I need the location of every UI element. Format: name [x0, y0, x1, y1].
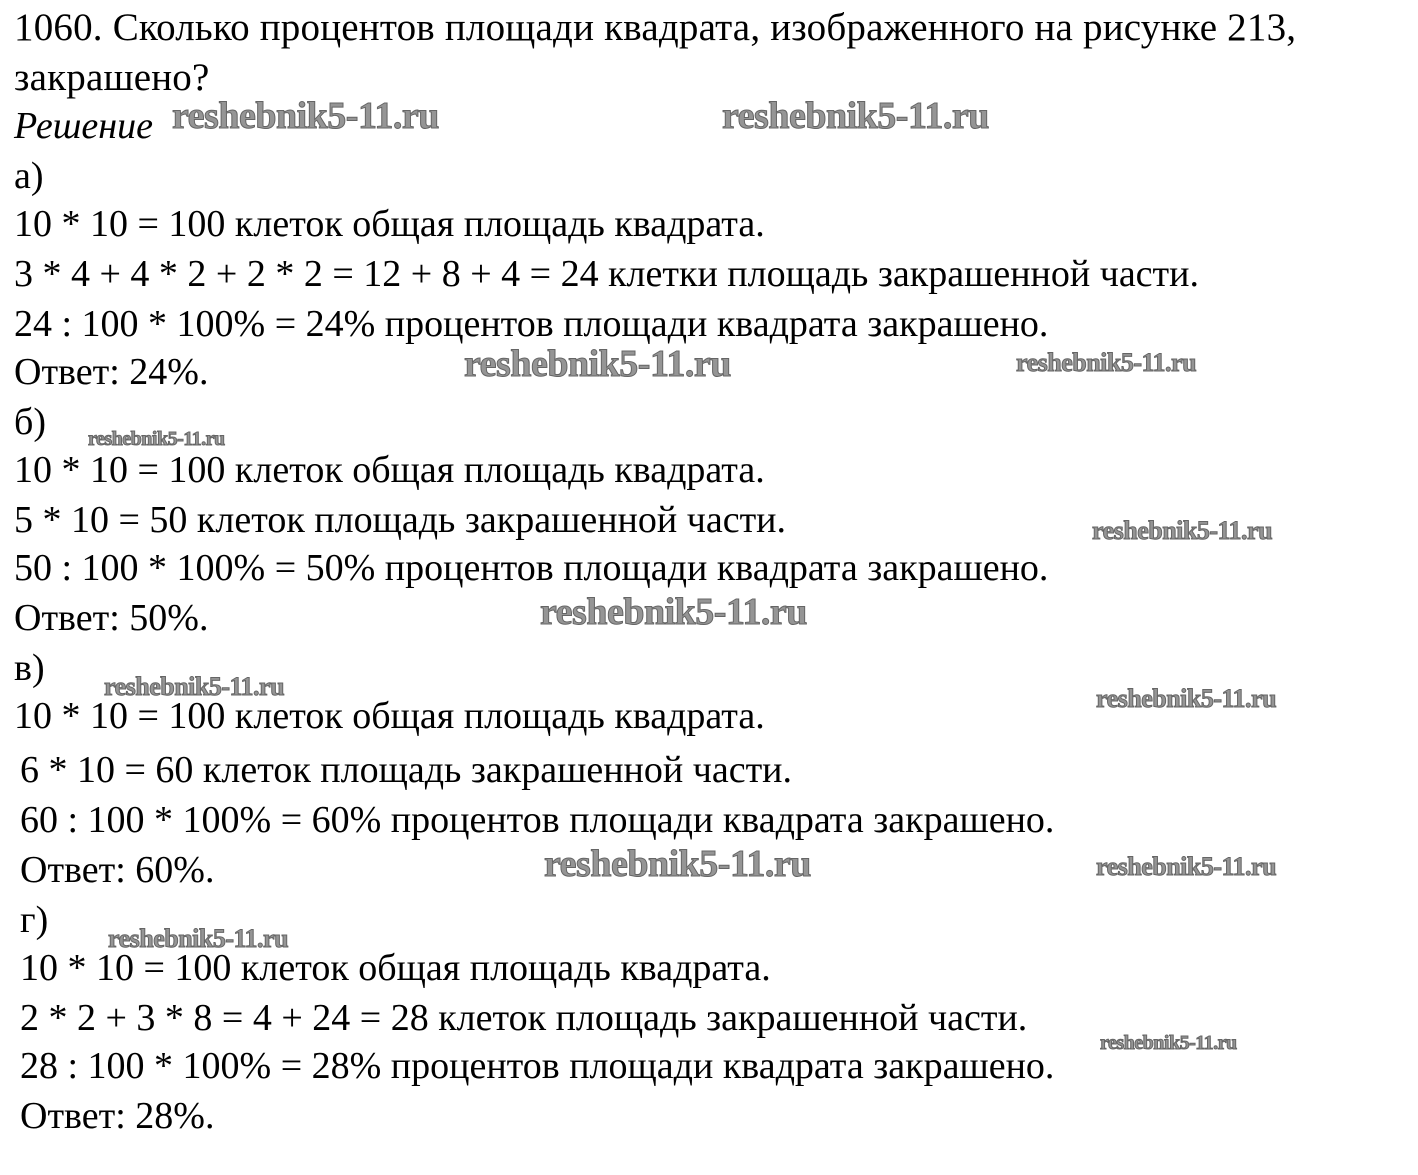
watermark: reshebnik5-11.ru: [464, 343, 731, 385]
part-c-line-1: 10 * 10 = 100 клеток общая площадь квадрата.: [14, 695, 765, 737]
part-b-line-1: 10 * 10 = 100 клеток общая площадь квадрата.: [14, 449, 765, 491]
part-d-label: г): [20, 899, 49, 941]
part-b-label: б): [14, 401, 46, 443]
watermark: reshebnik5-11.ru: [172, 95, 439, 137]
watermark: reshebnik5-11.ru: [88, 428, 225, 450]
part-a-line-3: 24 : 100 * 100% = 24% процентов площади квадрата закрашено.: [14, 303, 1049, 345]
watermark: reshebnik5-11.ru: [1016, 348, 1197, 377]
watermark: reshebnik5-11.ru: [1096, 684, 1277, 713]
part-a-answer: Ответ: 24%.: [14, 351, 209, 393]
watermark: reshebnik5-11.ru: [722, 95, 989, 137]
part-b-line-2: 5 * 10 = 50 клеток площадь закрашенной части.: [14, 499, 787, 541]
part-c-label: в): [14, 647, 45, 689]
watermark: reshebnik5-11.ru: [108, 924, 289, 953]
watermark: reshebnik5-11.ru: [540, 591, 807, 633]
part-d-answer: Ответ: 28%.: [20, 1095, 215, 1137]
part-b-line-3: 50 : 100 * 100% = 50% процентов площади квадрата закрашено.: [14, 547, 1049, 589]
problem-statement-line-2: закрашено?: [14, 56, 210, 99]
watermark: reshebnik5-11.ru: [104, 672, 285, 701]
part-d-line-3: 28 : 100 * 100% = 28% процентов площади квадрата закрашено.: [20, 1045, 1055, 1087]
problem-statement-line-1: 1060. Сколько процентов площади квадрата, изображенного на рисунке 213,: [14, 6, 1297, 49]
watermark: reshebnik5-11.ru: [544, 843, 811, 885]
watermark: reshebnik5-11.ru: [1100, 1032, 1237, 1054]
part-a-label: а): [14, 155, 44, 197]
part-c-line-3: 60 : 100 * 100% = 60% процентов площади квадрата закрашено.: [20, 799, 1055, 841]
watermark: reshebnik5-11.ru: [1096, 852, 1277, 881]
watermark: reshebnik5-11.ru: [1092, 516, 1273, 545]
part-c-answer: Ответ: 60%.: [20, 849, 215, 891]
part-d-line-2: 2 * 2 + 3 * 8 = 4 + 24 = 28 клеток площадь закрашенной части.: [20, 997, 1028, 1039]
part-a-line-1: 10 * 10 = 100 клеток общая площадь квадрата.: [14, 203, 765, 245]
part-d-line-1: 10 * 10 = 100 клеток общая площадь квадрата.: [20, 947, 771, 989]
part-b-answer: Ответ: 50%.: [14, 597, 209, 639]
solution-label: Решение: [14, 105, 153, 147]
part-c-line-2: 6 * 10 = 60 клеток площадь закрашенной части.: [20, 749, 793, 791]
part-a-line-2: 3 * 4 + 4 * 2 + 2 * 2 = 12 + 8 + 4 = 24 клетки площадь закрашенной части.: [14, 253, 1199, 295]
